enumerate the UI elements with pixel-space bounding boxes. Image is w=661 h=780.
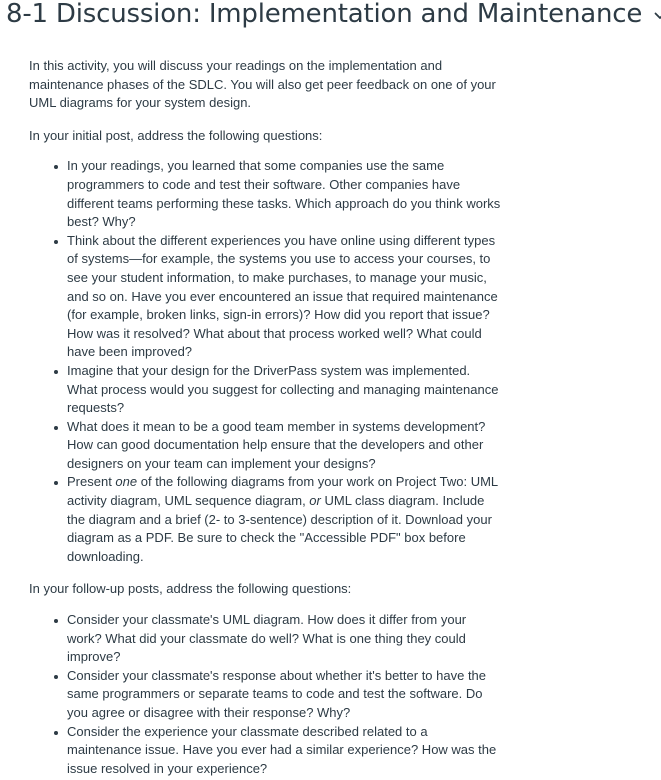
emphasis-text: or — [309, 493, 321, 509]
list-item — [29, 473, 504, 566]
initial-post-prompt: In your initial post, address the following questions: — [29, 127, 323, 143]
chevron-down-icon[interactable] — [654, 9, 661, 23]
page-title: 8-1 Discussion: Implementation and Maintenance — [6, 0, 643, 29]
discussion-body — [29, 57, 504, 778]
page-header — [6, 0, 656, 32]
item-text: Present — [67, 474, 116, 490]
list-item: Consider your classmate's UML diagram. How does it differ from your work? What did your classmate do well? What is one thing they could improve? — [29, 611, 504, 667]
list-item: Think about the different experiences you have online using different types of systems—for example, the systems you use to access your courses, to see your student information, to make purchases, to manage your music, and so on. Have you ever encountered an issue that required maintenance (for example, broken links, sign-in errors)? How did you report that issue? How was it resolved? What about that process worked well? What could have been improved? — [29, 232, 504, 362]
list-item: What does it mean to be a good team member in systems development? How can good documentation help ensure that the developers and other designers on your team can implement your designs? — [29, 418, 504, 474]
item-text: of the following diagrams from your work on Project Two: UML activity diagram, UML sequence diagram, — [67, 474, 498, 509]
followup-questions-list — [29, 611, 504, 778]
list-item: Consider the experience your classmate described related to a maintenance issue. Have you ever had a similar experience? How was the issue resolved in your experience? — [29, 723, 504, 779]
emphasis-text: one — [115, 474, 138, 490]
initial-questions-list — [29, 157, 504, 566]
list-item: Consider your classmate's response about whether it's better to have the same programmers or separate teams to code and test the software. Do you agree or disagree with their response? Why? — [29, 667, 504, 723]
list-item: In your readings, you learned that some companies use the same programmers to code and test their software. Other companies have different teams performing these tasks. Which approach do you think works best? Why? — [29, 157, 504, 231]
list-item: Imagine that your design for the DriverPass system was implemented. What process would you suggest for collecting and managing maintenance requests? — [29, 362, 504, 418]
intro-paragraph: In this activity, you will discuss your readings on the implementation and maintenance phases of the SDLC. You will also get peer feedback on one of your UML diagrams for your system design. — [29, 58, 496, 111]
item-text: UML class diagram. Include the diagram and a brief (2- to 3-sentence) description of it. Download your diagram as a PDF. Be sure to check the "Accessible PDF" box before downloading. — [67, 493, 492, 564]
followup-post-prompt: In your follow-up posts, address the following questions: — [29, 581, 352, 597]
